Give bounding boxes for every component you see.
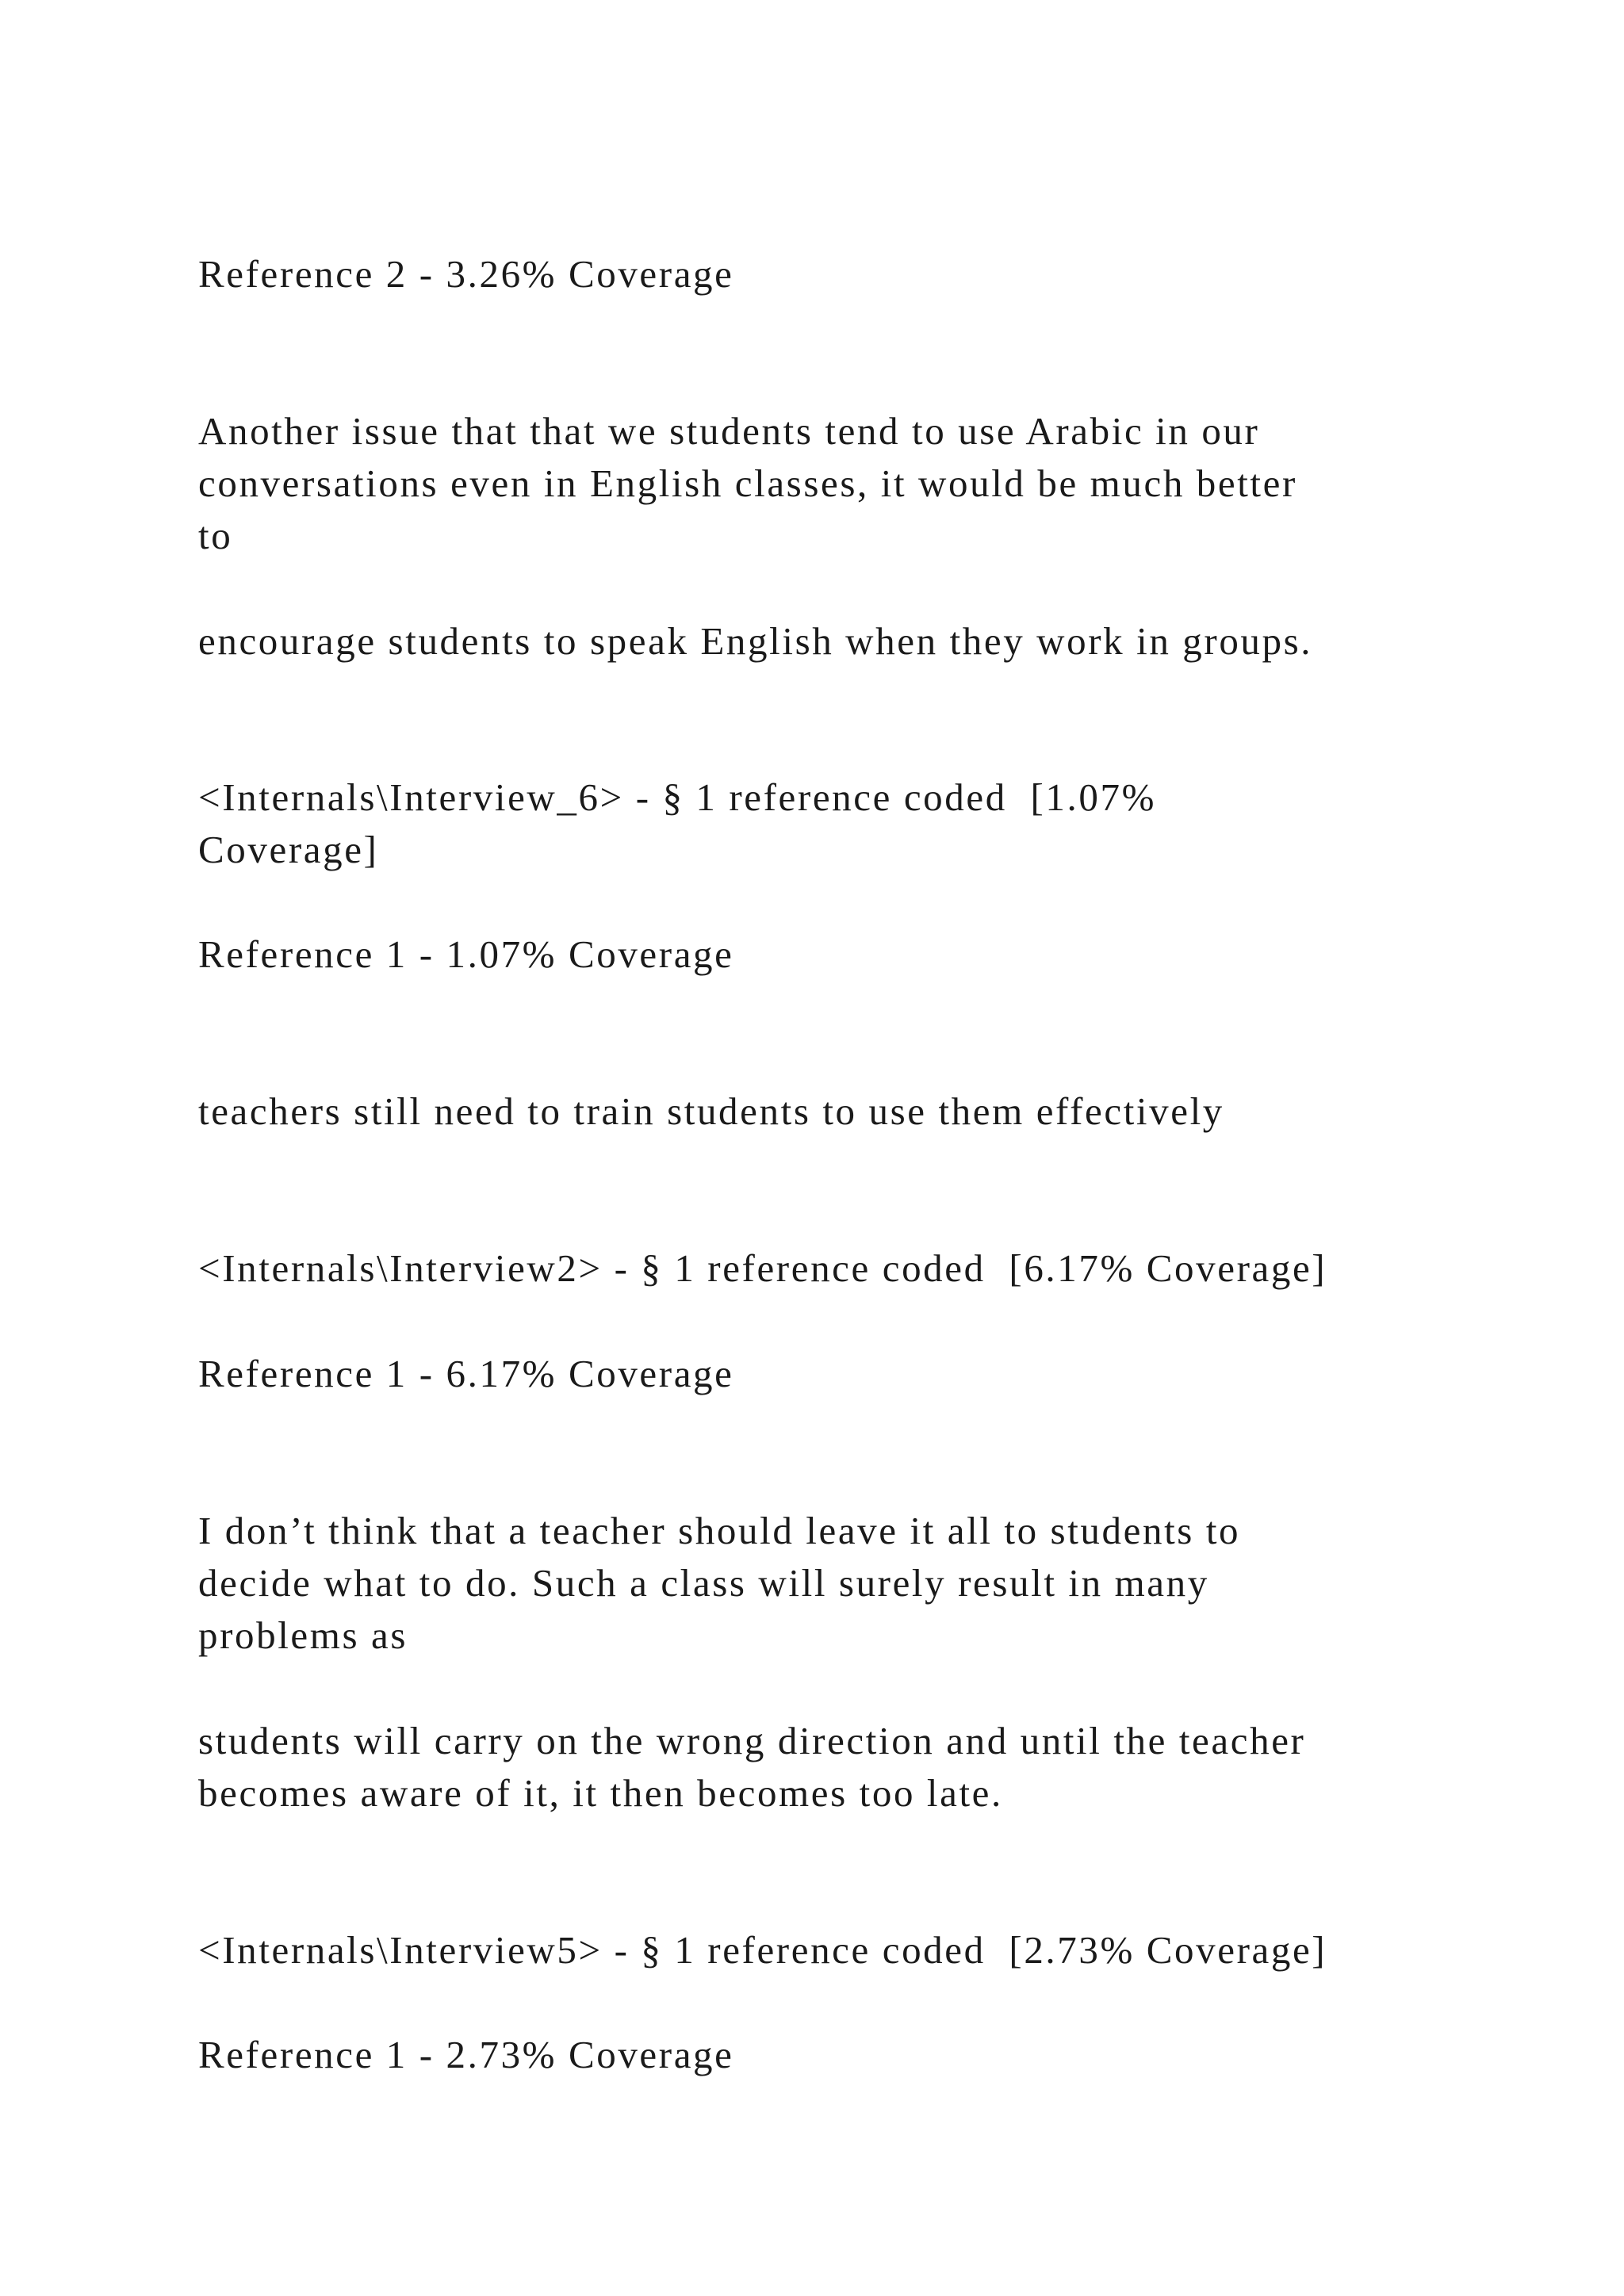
excerpt-line: encourage students to speak English when they work in groups. [198, 619, 1313, 663]
source-heading: <Internals\Interview2> - § 1 reference coded [6.17% Coverage] [198, 1246, 1327, 1290]
reference-heading: Reference 1 - 1.07% Coverage [198, 932, 734, 976]
excerpt-line: to [198, 514, 233, 557]
excerpt-line: decide what to do. Such a class will surely result in many [198, 1561, 1209, 1605]
reference-heading: Reference 2 - 3.26% Coverage [198, 252, 734, 296]
reference-heading: Reference 1 - 6.17% Coverage [198, 1352, 734, 1395]
excerpt-line: problems as [198, 1613, 408, 1657]
source-heading: <Internals\Interview_6> - § 1 reference coded [1.07% [198, 775, 1156, 819]
excerpt-line: becomes aware of it, it then becomes too late. [198, 1771, 1003, 1815]
excerpt-line: I don’t think that a teacher should leave it all to students to [198, 1509, 1241, 1552]
excerpt-line: students will carry on the wrong direction and until the teacher [198, 1719, 1306, 1762]
reference-heading: Reference 1 - 2.73% Coverage [198, 2033, 734, 2076]
excerpt-line: teachers still need to train students to use them effectively [198, 1089, 1224, 1133]
source-heading: Coverage] [198, 828, 379, 871]
source-heading: <Internals\Interview5> - § 1 reference coded [2.73% Coverage] [198, 1928, 1327, 1972]
excerpt-line: conversations even in English classes, it would be much better [198, 461, 1297, 505]
excerpt-line: Another issue that that we students tend to use Arabic in our [198, 409, 1260, 453]
